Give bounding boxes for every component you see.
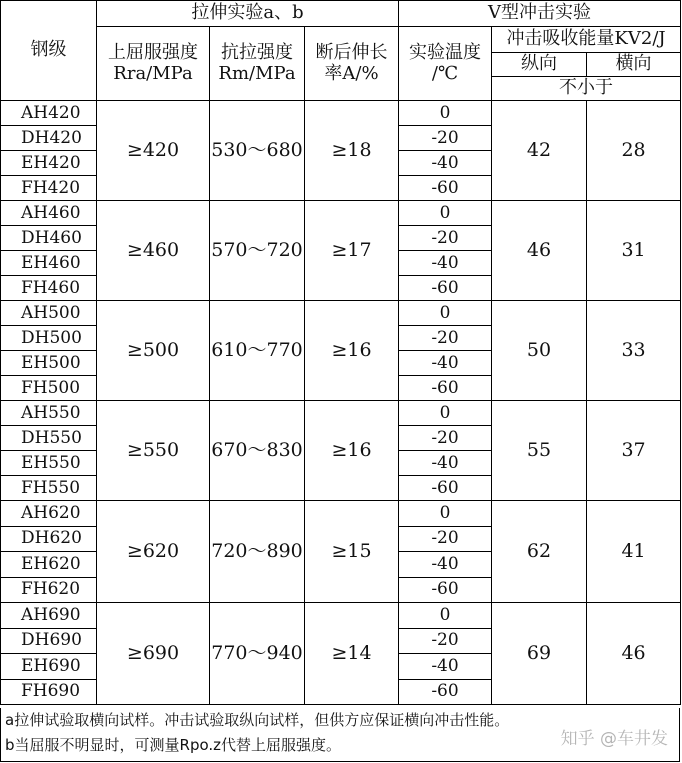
kv-longitudinal-cell: 42 xyxy=(492,101,587,201)
grade-cell: AH550 xyxy=(1,401,97,426)
grade-cell: DH460 xyxy=(1,226,97,251)
temperature-cell: -40 xyxy=(399,151,492,176)
table-row xyxy=(1,201,681,226)
grade-cell: EH460 xyxy=(1,251,97,276)
longitudinal-header: 纵向 xyxy=(492,53,587,77)
impact-test-header: V型冲击实验 xyxy=(399,1,681,27)
temperature-cell: -40 xyxy=(399,251,492,276)
yield-strength-cell: ≥420 xyxy=(97,101,210,201)
watermark: 知乎 @车井发 xyxy=(560,729,668,749)
grade-cell: DH620 xyxy=(1,526,97,552)
temperature-cell: -40 xyxy=(399,654,492,680)
kv-transverse-cell: 28 xyxy=(587,101,681,201)
tensile-strength-cell: 720～890 xyxy=(210,501,305,603)
elongation-cell: ≥18 xyxy=(305,101,399,201)
kv-transverse-cell: 31 xyxy=(587,201,681,301)
elongation-unit: 率A/% xyxy=(324,62,379,84)
tensile-strength-header xyxy=(210,27,305,101)
yield-strength-unit: Rra/MPa xyxy=(113,62,193,84)
temperature-cell: 0 xyxy=(399,603,492,629)
temperature-cell: -20 xyxy=(399,526,492,552)
kv-transverse-cell: 41 xyxy=(587,501,681,603)
grade-cell: EH500 xyxy=(1,351,97,376)
temperature-cell: 0 xyxy=(399,101,492,126)
kv-longitudinal-cell: 55 xyxy=(492,401,587,501)
tensile-strength-cell: 610～770 xyxy=(210,301,305,401)
grade-cell: EH550 xyxy=(1,451,97,476)
yield-strength-cell: ≥460 xyxy=(97,201,210,301)
temperature-cell: -40 xyxy=(399,451,492,476)
grade-cell: FH690 xyxy=(1,679,97,705)
test-temperature-header xyxy=(399,27,492,101)
kv-transverse-cell: 46 xyxy=(587,603,681,705)
table-row xyxy=(1,603,681,629)
yield-strength-cell: ≥690 xyxy=(97,603,210,705)
temperature-cell: -20 xyxy=(399,126,492,151)
yield-strength-label: 上屈服强度 xyxy=(108,41,198,63)
kv-transverse-cell: 37 xyxy=(587,401,681,501)
grade-cell: AH500 xyxy=(1,301,97,326)
grade-cell: DH550 xyxy=(1,426,97,451)
grade-cell: FH550 xyxy=(1,476,97,501)
table-row xyxy=(1,101,681,126)
elongation-cell: ≥17 xyxy=(305,201,399,301)
temperature-cell: 0 xyxy=(399,401,492,426)
transverse-header: 横向 xyxy=(587,53,681,77)
tensile-strength-cell: 570～720 xyxy=(210,201,305,301)
temperature-cell: -60 xyxy=(399,476,492,501)
temperature-cell: 0 xyxy=(399,301,492,326)
tensile-strength-unit: Rm/MPa xyxy=(218,62,296,84)
grade-cell: DH500 xyxy=(1,326,97,351)
grade-cell: AH460 xyxy=(1,201,97,226)
grade-cell: EH620 xyxy=(1,552,97,578)
grade-cell: AH690 xyxy=(1,603,97,629)
temperature-cell: -60 xyxy=(399,276,492,301)
temperature-cell: -40 xyxy=(399,351,492,376)
temperature-cell: -40 xyxy=(399,552,492,578)
temperature-cell: -60 xyxy=(399,176,492,201)
temperature-cell: -60 xyxy=(399,376,492,401)
grade-cell: AH620 xyxy=(1,501,97,527)
footnote-a: a拉伸试验取横向试样。冲击试验取纵向试样，但供方应保证横向冲击性能。 xyxy=(5,711,510,729)
grade-cell: DH690 xyxy=(1,628,97,654)
test-temperature-unit: /℃ xyxy=(431,62,459,84)
elongation-label: 断后伸长 xyxy=(315,41,388,63)
elongation-cell: ≥16 xyxy=(305,301,399,401)
kv-longitudinal-cell: 69 xyxy=(492,603,587,705)
elongation-cell: ≥16 xyxy=(305,401,399,501)
kv-longitudinal-cell: 50 xyxy=(492,301,587,401)
yield-strength-cell: ≥550 xyxy=(97,401,210,501)
temperature-cell: -20 xyxy=(399,426,492,451)
grade-cell: EH420 xyxy=(1,151,97,176)
elongation-header xyxy=(305,27,399,101)
grade-cell: FH420 xyxy=(1,176,97,201)
grade-cell: DH420 xyxy=(1,126,97,151)
table-row xyxy=(1,401,681,426)
yield-strength-header xyxy=(97,27,210,101)
kv-transverse-cell: 33 xyxy=(587,301,681,401)
yield-strength-cell: ≥620 xyxy=(97,501,210,603)
tensile-strength-cell: 770～940 xyxy=(210,603,305,705)
temperature-cell: -60 xyxy=(399,679,492,705)
table-row xyxy=(1,501,681,527)
elongation-cell: ≥15 xyxy=(305,501,399,603)
table-row xyxy=(1,301,681,326)
impact-energy-header: 冲击吸收能量KV2/J xyxy=(492,27,681,53)
yield-strength-cell: ≥500 xyxy=(97,301,210,401)
elongation-cell: ≥14 xyxy=(305,603,399,705)
footnote-b: b当屈服不明显时，可测量Rpo.z代替上屈服强度。 xyxy=(5,736,342,754)
temperature-cell: -60 xyxy=(399,577,492,603)
minimum-note: 不小于 xyxy=(492,77,681,101)
tensile-strength-cell: 670～830 xyxy=(210,401,305,501)
grade-cell: EH690 xyxy=(1,654,97,680)
temperature-cell: 0 xyxy=(399,501,492,527)
grade-header: 钢级 xyxy=(1,1,97,101)
test-temperature-label: 实验温度 xyxy=(409,41,482,63)
kv-longitudinal-cell: 62 xyxy=(492,501,587,603)
tensile-strength-label: 抗拉强度 xyxy=(221,41,293,63)
grade-cell: AH420 xyxy=(1,101,97,126)
tensile-strength-cell: 530～680 xyxy=(210,101,305,201)
temperature-cell: 0 xyxy=(399,201,492,226)
kv-longitudinal-cell: 46 xyxy=(492,201,587,301)
tensile-test-header: 拉伸实验a、b xyxy=(97,1,399,27)
temperature-cell: -20 xyxy=(399,226,492,251)
temperature-cell: -20 xyxy=(399,628,492,654)
grade-cell: FH620 xyxy=(1,577,97,603)
grade-cell: FH460 xyxy=(1,276,97,301)
grade-cell: FH500 xyxy=(1,376,97,401)
temperature-cell: -20 xyxy=(399,326,492,351)
